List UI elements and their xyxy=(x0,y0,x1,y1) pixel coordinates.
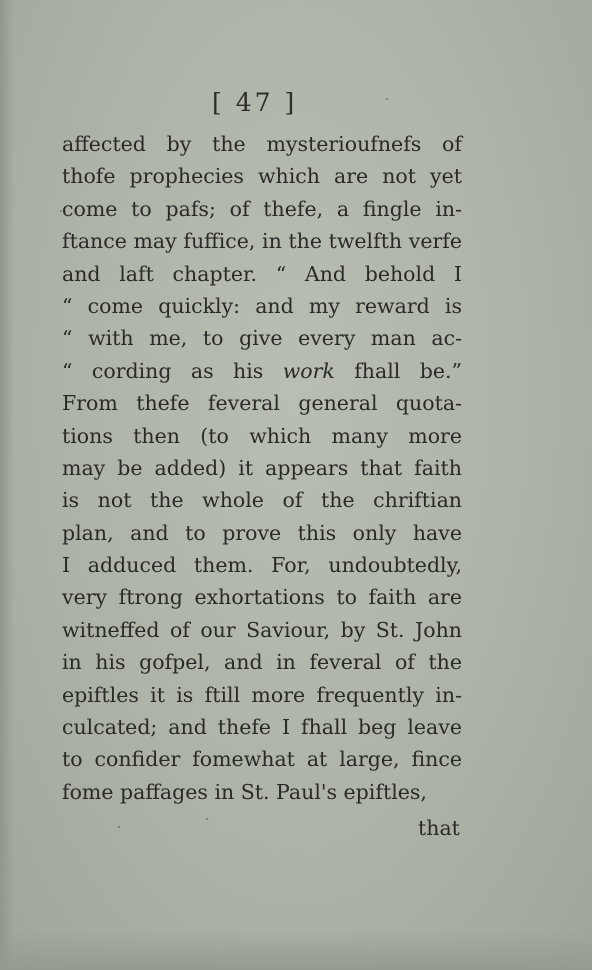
page-edge-shadow-bottom xyxy=(0,930,592,970)
ink-speck xyxy=(206,818,208,820)
text-line: to confider fomewhat at large, fince xyxy=(62,747,462,772)
text-line: very ftrong exhortations to faith are xyxy=(62,585,462,610)
text-line: “ come quickly: and my reward is xyxy=(62,293,462,318)
text-line: ftance may fuffice, in the twelfth verfe xyxy=(62,229,462,254)
body-text xyxy=(62,128,462,808)
ink-speck xyxy=(118,826,120,828)
text-line: epiftles it is ftill more frequently in- xyxy=(62,682,462,707)
text-line: tions then (to which many more xyxy=(62,423,462,448)
page-number: [ 47 ] xyxy=(212,88,298,117)
text-line: may be added) it appears that faith xyxy=(62,455,462,480)
text-line: come to pafs; of thefe, a fingle in- xyxy=(62,196,462,221)
italic-word: work xyxy=(282,358,335,383)
text-line: culcated; and thefe I fhall beg leave xyxy=(62,715,462,740)
text-line: is not the whole of the chriftian xyxy=(62,488,462,513)
ink-speck xyxy=(386,98,388,100)
text-line: in his gofpel, and in feveral of the xyxy=(62,650,462,675)
text-line: From thefe feveral general quota- xyxy=(62,391,462,416)
text-line: fome paffages in St. Paul's epiftles, xyxy=(62,779,427,804)
text-line: “ with me, to give every man ac- xyxy=(62,326,462,351)
page-edge-shadow-left xyxy=(0,0,14,970)
text-line: plan, and to prove this only have xyxy=(62,520,462,545)
text-line: thofe prophecies which are not yet xyxy=(62,164,462,189)
catchword: that xyxy=(418,816,460,840)
text-segment: fhall be.” xyxy=(334,358,462,383)
text-segment: “ cording as his xyxy=(62,358,283,383)
text-line: witneffed of our Saviour, by St. John xyxy=(62,617,462,642)
text-line: affected by the mysterioufnefs of xyxy=(62,132,462,156)
text-line: I adduced them. For, undoubtedly, xyxy=(62,553,462,578)
text-line: and laft chapter. “ And behold I xyxy=(62,261,462,286)
text-line-with-italic xyxy=(62,355,462,387)
